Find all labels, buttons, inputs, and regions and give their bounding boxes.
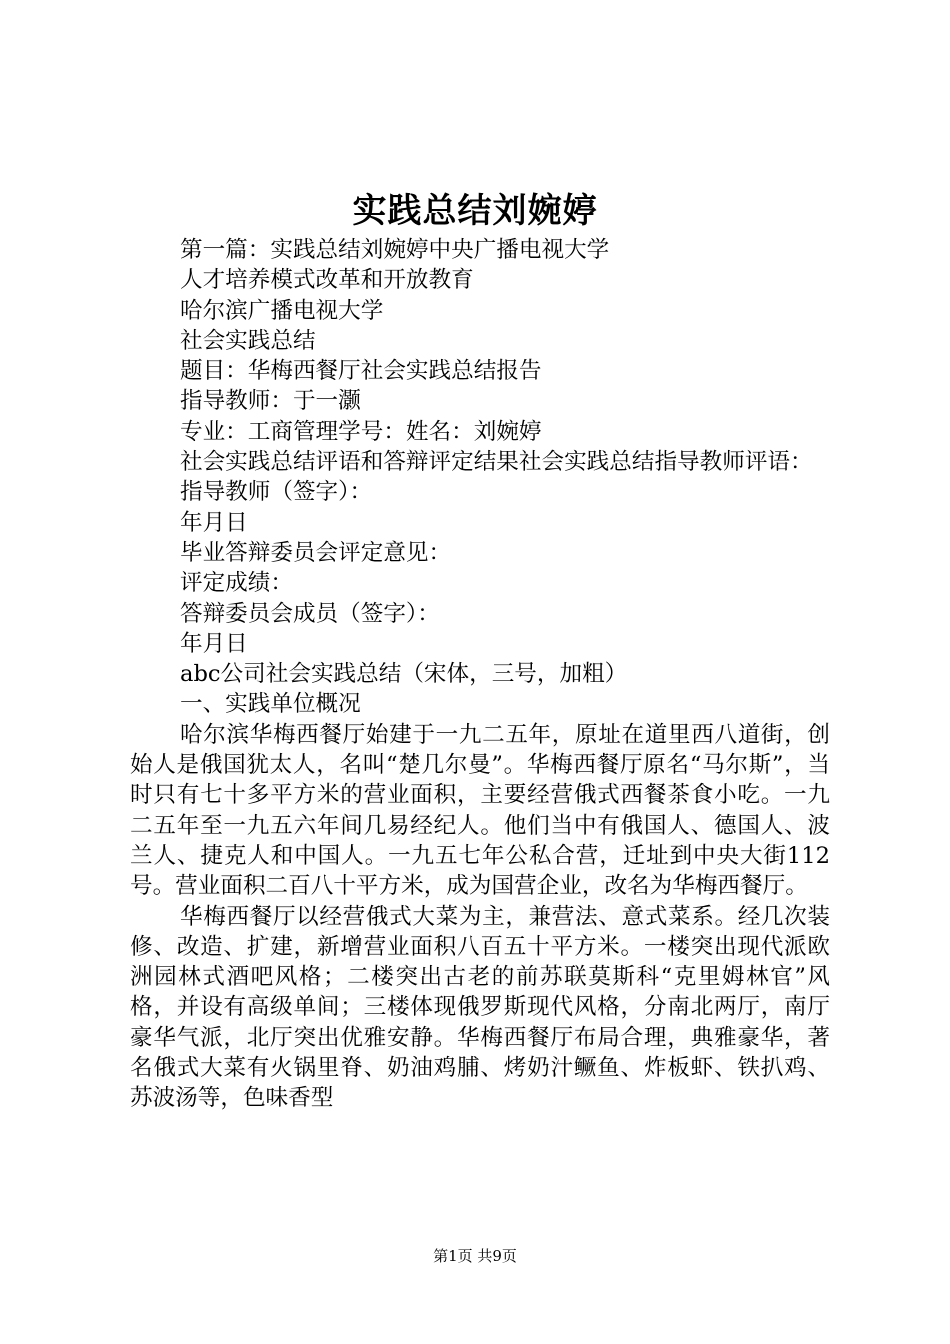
text-line: 毕业答辩委员会评定意见：: [180, 539, 452, 566]
text-line: 指导教师：于一灏: [180, 388, 361, 415]
document-body: [130, 235, 830, 1114]
text-line: 年月日: [180, 509, 248, 536]
section-heading: 一、实践单位概况: [180, 691, 361, 718]
text-line: 哈尔滨广播电视大学: [180, 297, 384, 324]
text-line: 答辩委员会成员（签字）：: [180, 600, 440, 627]
body-paragraph: 华梅西餐厅以经营俄式大菜为主，兼营法、意式菜系。经几次装修、改造、扩建，新增营业面积八百五十平方米。一楼突出现代派欧洲园林式酒吧风格；二楼突出古老的前苏联莫斯科“克里姆林官”风格，并设有高级单间；三楼体现俄罗斯现代风格，分南北两厅，南厅豪华气派，北厅突出优雅安静。华梅西餐厅布局合理，典雅豪华，著名俄式大菜有火锅里脊、奶油鸡脯、烤奶汁鳜鱼、炸板虾、铁扒鸡、苏波汤等，色味香型: [130, 903, 830, 1112]
text-line: 评定成绩：: [180, 570, 293, 597]
document-title: 实践总结刘婉婷: [352, 191, 598, 231]
comment-heading: 社会实践总结评语和答辩评定结果社会实践总结指导教师评语：: [180, 449, 813, 476]
page-footer: 第1页 共9页: [433, 1247, 517, 1265]
text-line: 专业：工商管理学号：姓名：刘婉婷: [180, 418, 542, 445]
body-paragraph: 哈尔滨华梅西餐厅始建于一九二五年，原址在道里西八道街，创始人是俄国犹太人，名叫“楚几尔曼”。华梅西餐厅原名“马尔斯”，当时只有七十多平方米的营业面积，主要经营俄式西餐茶食小吃。一九二五年至一九五六年间几易经纪人。他们当中有俄国人、德国人、波兰人、捷克人和中国人。一九五七年公私合营，迁址到中央大街112号。营业面积二百八十平方米，成为国营企业，改名为华梅西餐厅。: [130, 721, 830, 900]
text-line: 社会实践总结: [180, 327, 316, 354]
text-line: 年月日: [180, 630, 248, 657]
text-line: 人才培养模式改革和开放教育: [180, 267, 474, 294]
text-line: 指导教师（签字）：: [180, 479, 373, 506]
text-line: abc公司社会实践总结（宋体，三号，加粗）: [180, 661, 628, 688]
text-line: 题目：华梅西餐厅社会实践总结报告: [180, 358, 542, 385]
text-line: 第一篇：实践总结刘婉婷中央广播电视大学: [180, 237, 610, 263]
